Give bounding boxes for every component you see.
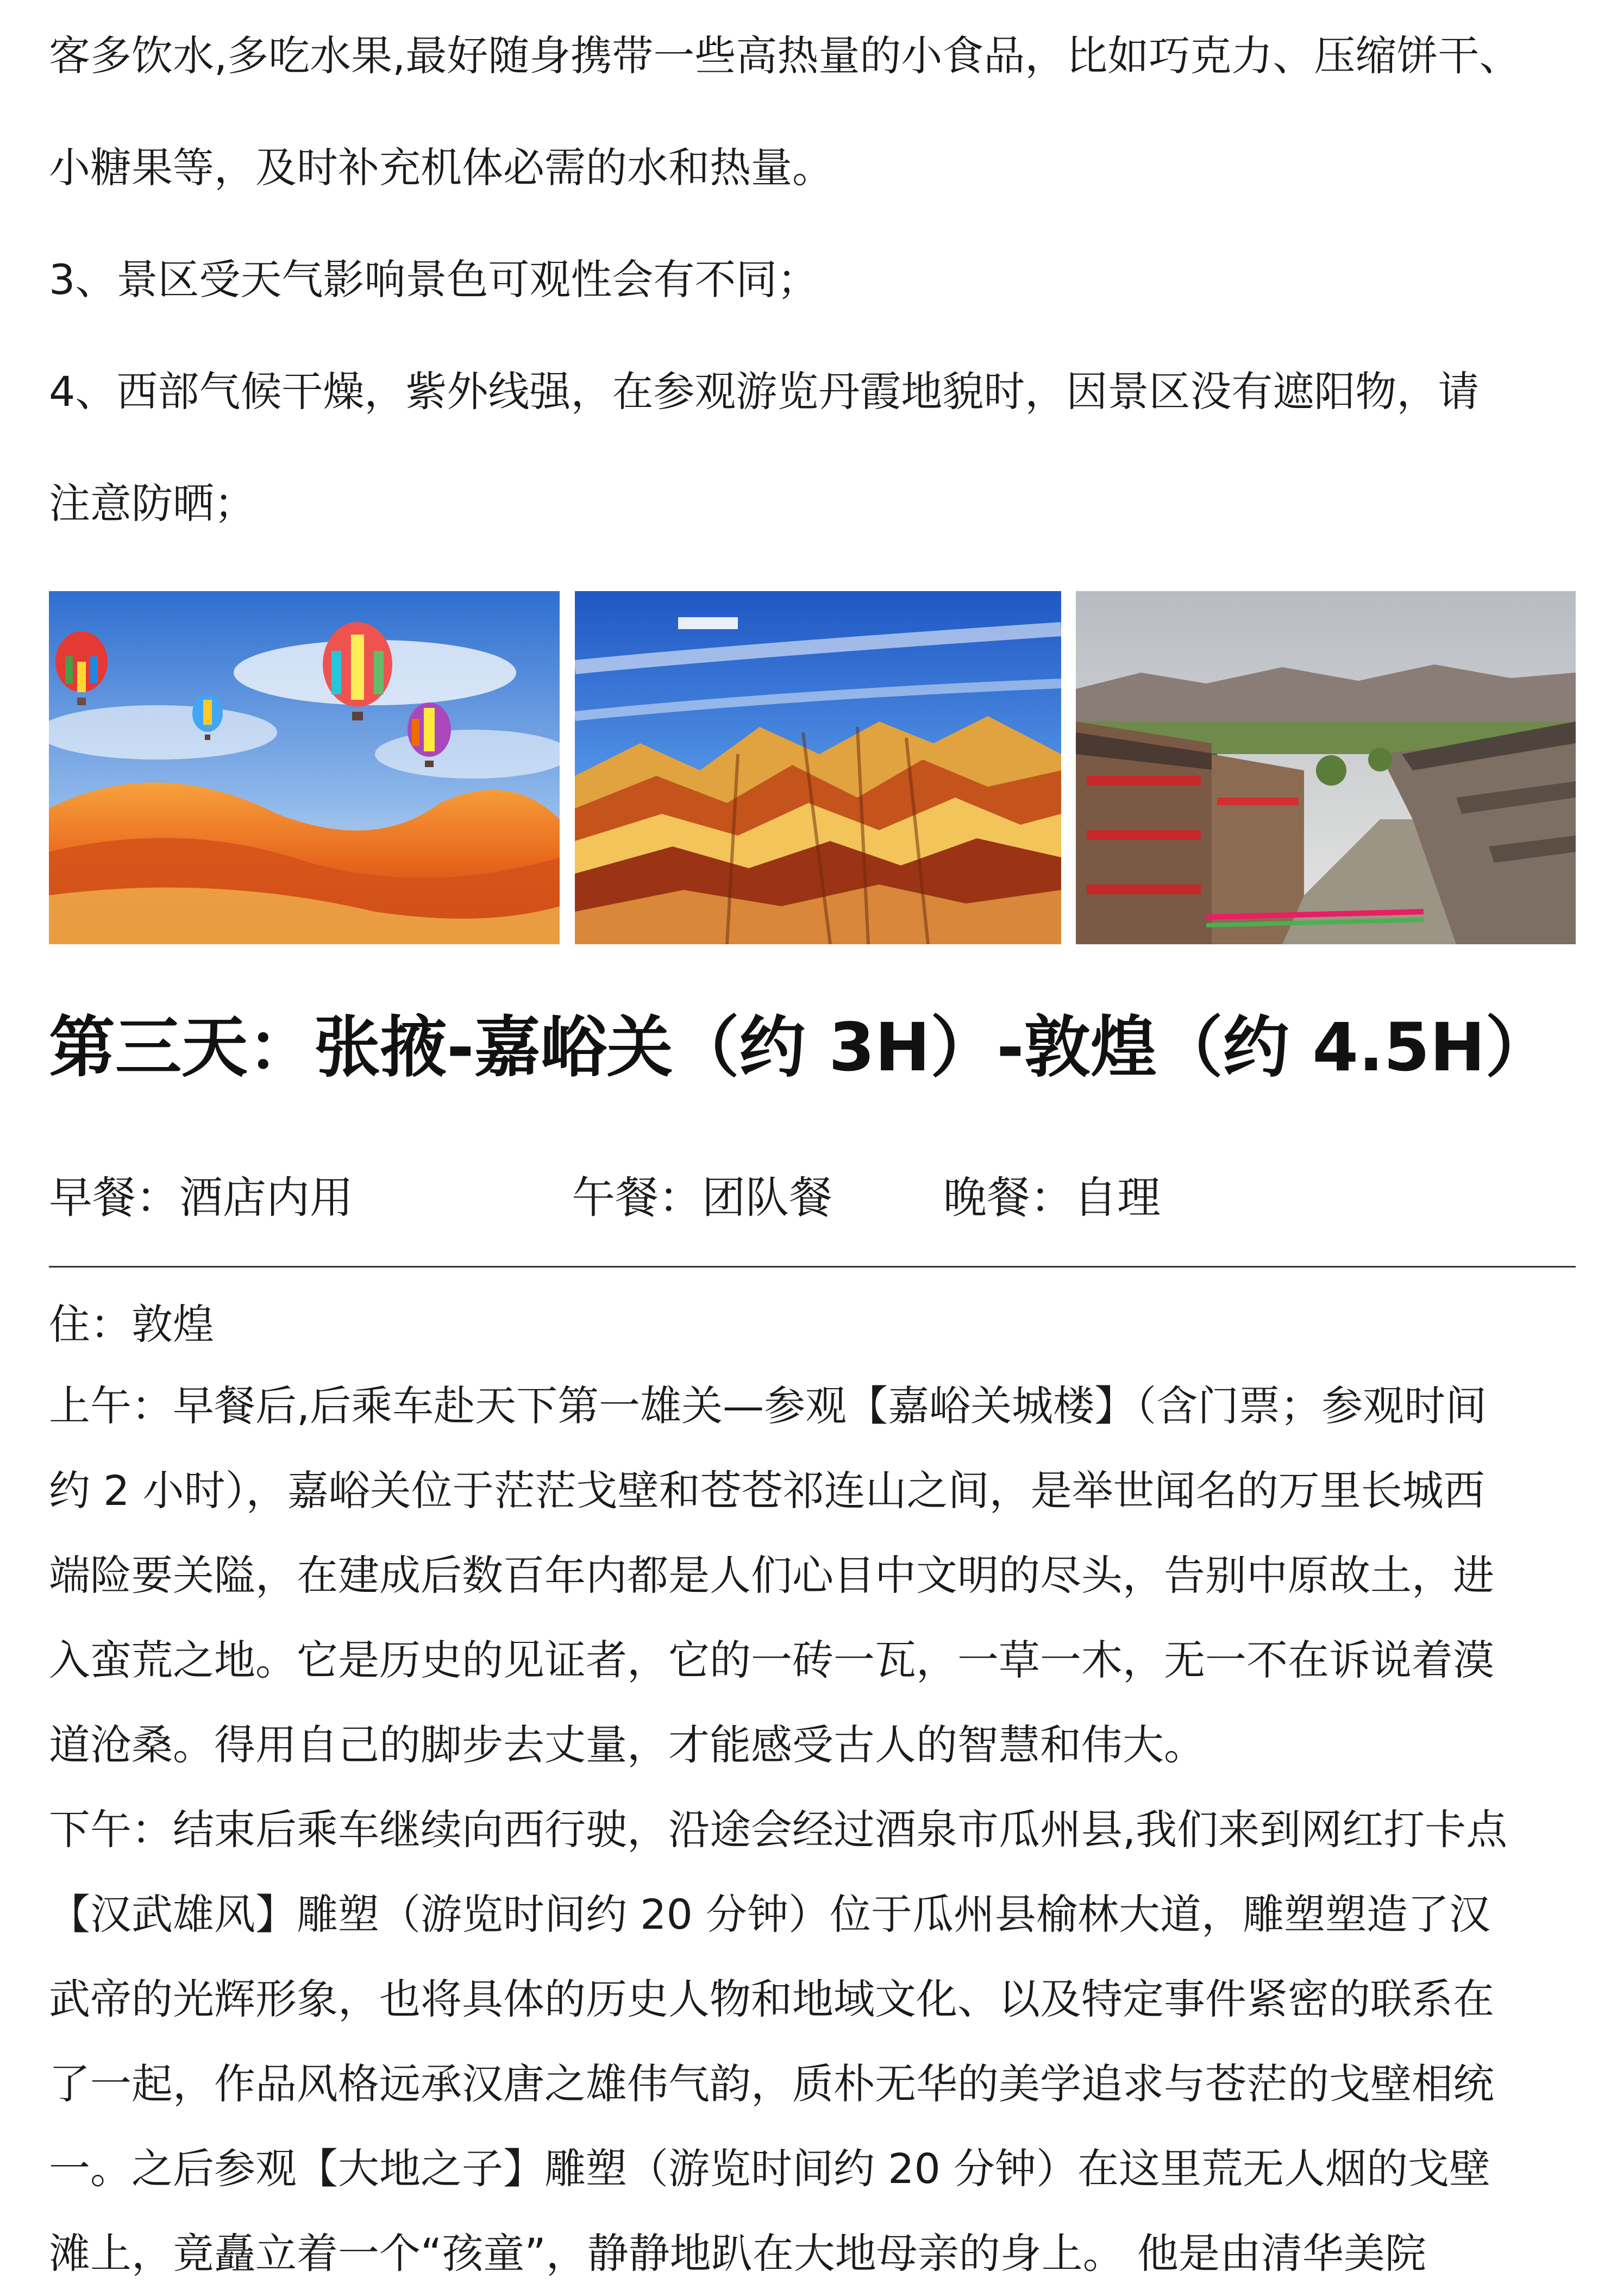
- intro-line: 4、西部气候干燥，紫外线强，在参观游览丹霞地貌时，因景区没有遮阳物，请: [49, 367, 1480, 416]
- itinerary-body: [49, 1282, 1576, 2296]
- intro-line: 客多饮水,多吃水果,最好随身携带一些高热量的小食品，比如巧克力、压缩饼干、: [49, 32, 1521, 80]
- ancient-town-street-photo: [1076, 591, 1576, 944]
- day-title: 第三天：张掖-嘉峪关（约 3H）-敦煌（约 4.5H）: [49, 1009, 1552, 1086]
- meal-info: [49, 1163, 1576, 1222]
- divider: [49, 1266, 1576, 1268]
- breakfast-label: 早餐：酒店内用: [49, 1172, 353, 1223]
- rainbow-mountains-balloons-photo: [49, 591, 560, 944]
- morning-line: 约 2 小时），嘉峪关位于茫茫戈壁和苍苍祁连山之间，是举世闻名的万里长城西: [49, 1466, 1485, 1515]
- afternoon-line: 一。之后参观【大地之子】雕塑（游览时间约 20 分钟）在这里荒无人烟的戈壁: [49, 2144, 1491, 2193]
- intro-notes: [49, 0, 1576, 560]
- dinner-label: 晚餐：自理: [943, 1172, 1161, 1223]
- afternoon-line: 滩上，竟矗立着一个“孩童”，静静地趴在大地母亲的身上。 他是由清华美院: [49, 2229, 1426, 2278]
- afternoon-section: [49, 1787, 1576, 2296]
- accommodation: 住：敦煌: [49, 1300, 214, 1348]
- intro-line: 注意防晒；: [49, 479, 255, 528]
- intro-line: 小糖果等，及时补充机体必需的水和热量。: [49, 143, 833, 192]
- document-page: [49, 0, 1576, 2278]
- intro-line: 3、景区受天气影响景色可观性会有不同；: [49, 255, 819, 304]
- afternoon-line: 了一起，作品风格远承汉唐之雄伟气韵，质朴无华的美学追求与苍茫的戈壁相统: [49, 2060, 1494, 2108]
- lunch-label: 午餐：团队餐: [572, 1172, 832, 1223]
- afternoon-line: 【汉武雄风】雕塑（游览时间约 20 分钟）位于瓜州县榆林大道，雕塑塑造了汉: [49, 1890, 1491, 1939]
- afternoon-line: 武帝的光辉形象，也将具体的历史人物和地域文化、以及特定事件紧密的联系在: [49, 1975, 1494, 2023]
- striped-danxia-ridge-photo: [575, 591, 1061, 944]
- photo-strip: [49, 591, 1576, 944]
- morning-line: 道沧桑。得用自己的脚步去丈量，才能感受古人的智慧和伟大。: [49, 1721, 1205, 1769]
- afternoon-line: 下午：结束后乘车继续向西行驶，沿途会经过酒泉市瓜州县,我们来到网红打卡点: [49, 1805, 1508, 1854]
- morning-section: [49, 1364, 1576, 1787]
- morning-line: 上午：早餐后,后乘车赴天下第一雄关—参观【嘉峪关城楼】（含门票；参观时间: [49, 1382, 1487, 1430]
- morning-line: 端险要关隘，在建成后数百年内都是人们心目中文明的尽头，告别中原故土，进: [49, 1551, 1494, 1599]
- morning-line: 入蛮荒之地。它是历史的见证者，它的一砖一瓦，一草一木，无一不在诉说着漠: [49, 1636, 1494, 1684]
